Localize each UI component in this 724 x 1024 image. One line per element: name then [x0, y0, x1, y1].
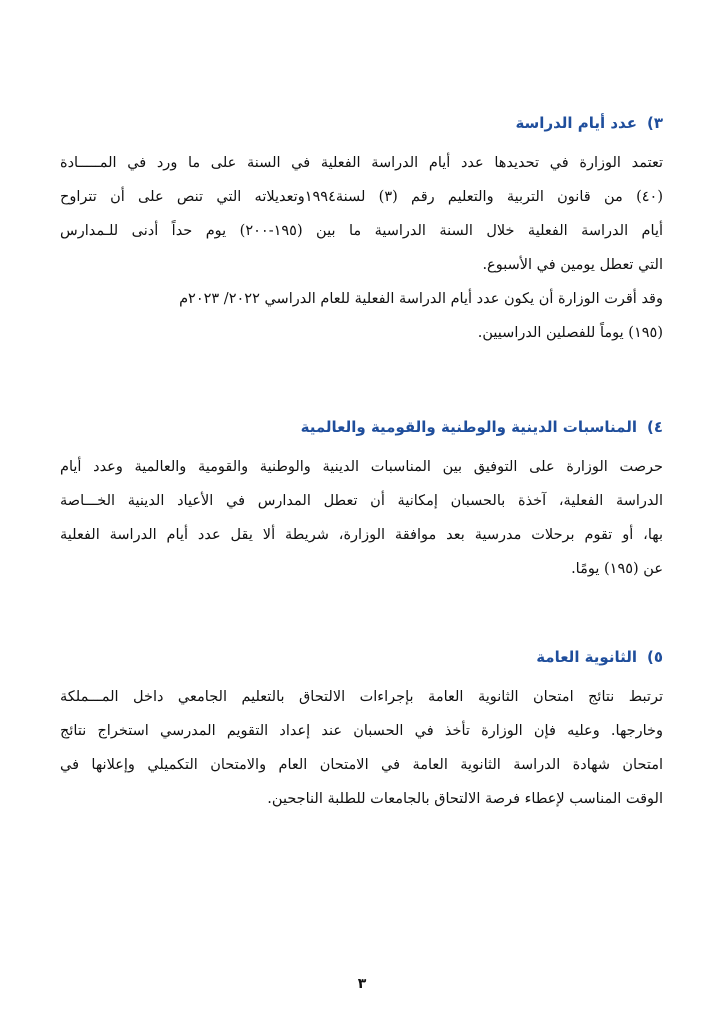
body-line: (٤٠) من قانون التربية والتعليم رقم (٣) لسنة١٩٩٤وتعديلاته التي تنص على أن تتراوح [60, 189, 663, 205]
body-line: بها، أو تقوم برحلات مدرسية بعد موافقة الوزارة، شريطة ألا يقل عدد أيام الدراسة الفعلية [60, 527, 663, 543]
section-occasions [60, 412, 665, 586]
page-number: ٣ [357, 976, 367, 992]
section-heading [60, 108, 665, 138]
section-heading [60, 412, 665, 442]
body-line: وقد أقرت الوزارة أن يكون عدد أيام الدراسة الفعلية للعام الدراسي ٢٠٢٢/ ٢٠٢٣م [179, 291, 663, 307]
body-line: عن (١٩٥) يومًا. [571, 561, 663, 577]
body-line: الوقت المناسب لإعطاء فرصة الالتحاق بالجامعات للطلبة الناجحين. [267, 791, 663, 807]
body-line: حرصت الوزارة على التوفيق بين المناسبات الدينية والوطنية والقومية والعالمية وعدد أيام [60, 459, 663, 475]
section-study-days [60, 108, 665, 350]
body-line: الدراسة الفعلية، آخذة بالحسبان إمكانية أن تعطل المدارس في الأعياد الدينية الخـــاصة [60, 493, 663, 509]
body-line: امتحان شهادة الدراسة الثانوية العامة في الامتحان العام والامتحان التكميلي وإعلانها في [60, 757, 663, 773]
section-number: ٥) [646, 648, 663, 666]
body-line: ترتبط نتائج امتحان الثانوية العامة بإجراءات الالتحاق بالتعليم الجامعي داخل المـــملكة [60, 689, 663, 705]
section-title: المناسبات الدينية والوطنية والقومية والعالمية [300, 418, 637, 436]
body-line: التي تعطل يومين في الأسبوع. [482, 257, 663, 273]
section-number: ٣) [646, 114, 663, 132]
section-body [60, 680, 665, 816]
section-body [60, 146, 665, 350]
section-title: الثانوية العامة [536, 648, 637, 666]
body-line: وخارجها. وعليه فإن الوزارة تأخذ في الحسبان عند إعداد التقويم المدرسي استخراج نتائج [60, 723, 663, 739]
section-general-secondary [60, 642, 665, 816]
section-heading [60, 642, 665, 672]
body-line: تعتمد الوزارة في تحديدها عدد أيام الدراسة الفعلية في السنة على ما ورد في المـــــادة [60, 155, 663, 171]
body-line: أيام الدراسة الفعلية خلال السنة الدراسية ما بين (١٩٥-٢٠٠) يوم حداً أدنى للـمدارس [60, 223, 663, 239]
section-body [60, 450, 665, 586]
section-number: ٤) [646, 418, 663, 436]
section-title: عدد أيام الدراسة [515, 114, 637, 132]
body-line: (١٩٥) يوماً للفصلين الدراسيين. [477, 325, 663, 341]
